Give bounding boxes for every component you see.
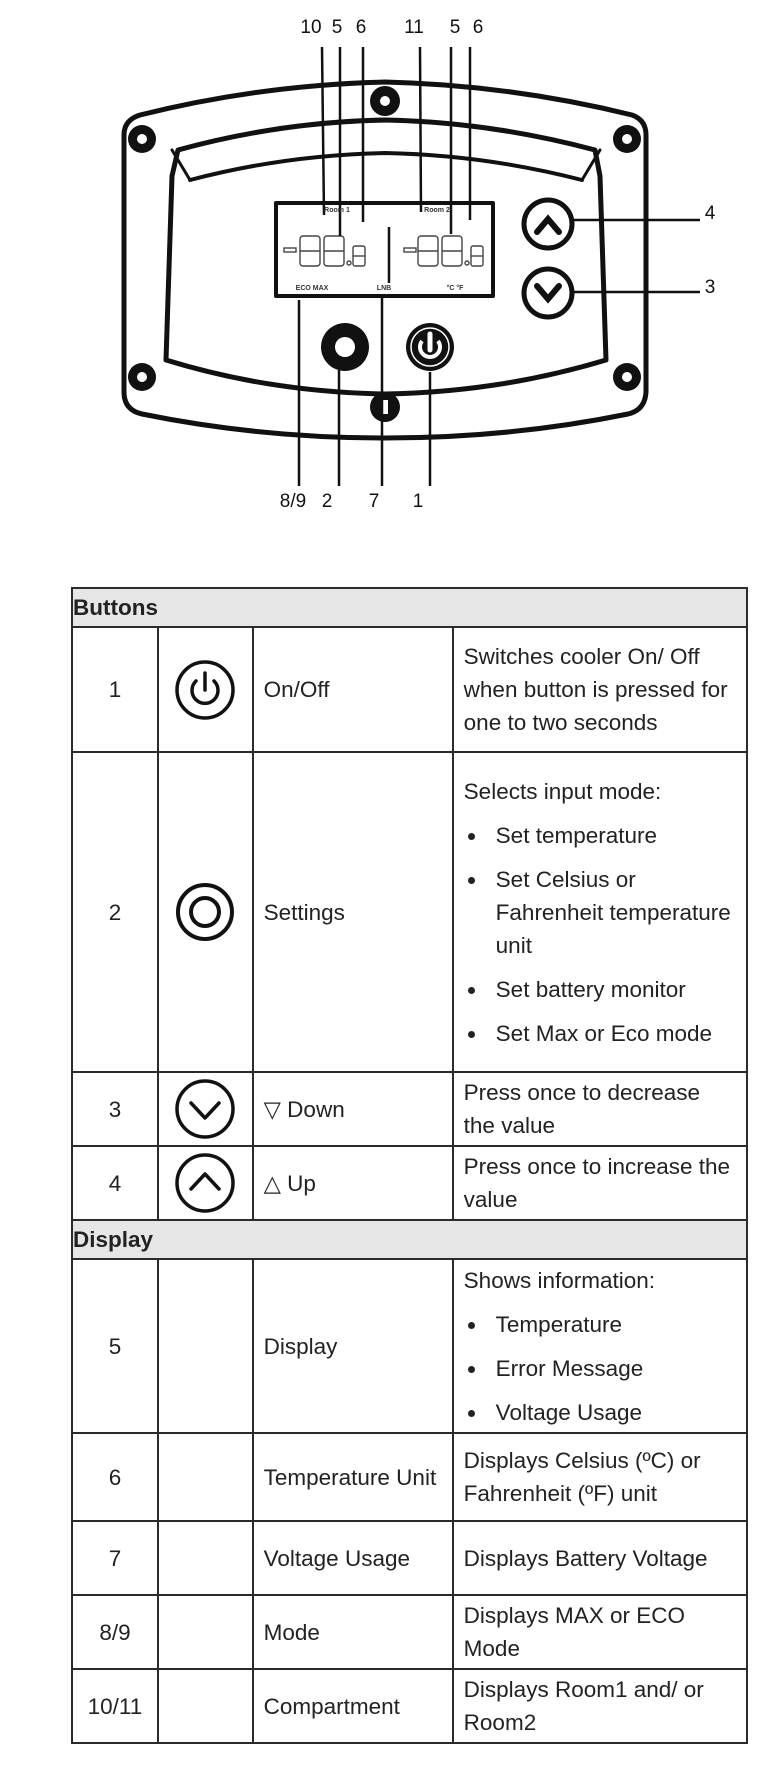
power-icon [158, 627, 253, 752]
table-row [72, 1669, 747, 1743]
description-intro: Shows information: [463, 1267, 656, 1293]
table-row [72, 752, 747, 1072]
callout-10: 10 [300, 17, 322, 38]
control-name: ▽ Down [253, 1072, 453, 1146]
control-description [453, 752, 747, 1072]
section-header-display [72, 1220, 747, 1259]
control-name: Display [253, 1259, 453, 1433]
empty-icon-cell [158, 1521, 253, 1595]
callout-7: 7 [368, 491, 380, 512]
bullet-list [464, 1308, 736, 1429]
section-header-buttons [72, 588, 747, 627]
row-number: 2 [72, 752, 158, 1072]
row-number: 1 [72, 627, 158, 752]
callout-4: 4 [704, 203, 716, 224]
list-item: Set battery monitor [464, 973, 736, 1006]
lcd-unit-indicator: °C °F [446, 285, 464, 292]
row-number: 6 [72, 1433, 158, 1521]
row-number: 5 [72, 1259, 158, 1433]
callout-2: 2 [321, 491, 333, 512]
list-item: Temperature [464, 1308, 736, 1341]
control-panel-drawing [0, 0, 771, 530]
callout-6a: 6 [355, 17, 367, 38]
row-number: 3 [72, 1072, 158, 1146]
list-item: Set temperature [464, 819, 736, 852]
description-intro: Selects input mode: [463, 778, 662, 804]
section-title: Buttons [72, 588, 747, 627]
table-row [72, 1259, 747, 1433]
row-number: 8/9 [72, 1595, 158, 1669]
empty-icon-cell [158, 1433, 253, 1521]
list-item: Set Celsius or Fahrenheit temperature unit [464, 863, 736, 962]
control-name: △ Up [253, 1146, 453, 1220]
control-panel-diagram [0, 0, 771, 530]
control-description [453, 1259, 747, 1433]
list-item: Error Message [464, 1352, 736, 1385]
lcd-mode-labels: ECO MAX [295, 285, 329, 292]
empty-icon-cell [158, 1669, 253, 1743]
table-row [72, 1595, 747, 1669]
callout-5b: 5 [449, 17, 461, 38]
control-description: Switches cooler On/ Off when button is pressed for one to two seconds [453, 627, 747, 752]
settings-ring-icon [158, 752, 253, 1072]
chevron-up-circle-icon [158, 1146, 253, 1220]
control-name: Voltage Usage [253, 1521, 453, 1595]
control-description: Press once to decrease the value [453, 1072, 747, 1146]
table-row [72, 1146, 747, 1220]
callout-5a: 5 [331, 17, 343, 38]
section-title: Display [72, 1220, 747, 1259]
control-name: Settings [253, 752, 453, 1072]
lcd-room1-label: Room 1 [324, 207, 350, 214]
table-row [72, 627, 747, 752]
control-description: Displays MAX or ECO Mode [453, 1595, 747, 1669]
control-name: Compartment [253, 1669, 453, 1743]
control-name: On/Off [253, 627, 453, 752]
control-description: Displays Battery Voltage [453, 1521, 747, 1595]
control-name: Mode [253, 1595, 453, 1669]
table-row [72, 1072, 747, 1146]
row-number: 7 [72, 1521, 158, 1595]
chevron-down-circle-icon [158, 1072, 253, 1146]
empty-icon-cell [158, 1259, 253, 1433]
row-number: 4 [72, 1146, 158, 1220]
table-row [72, 1521, 747, 1595]
list-item: Voltage Usage [464, 1396, 736, 1429]
control-description: Displays Room1 and/ or Room2 [453, 1669, 747, 1743]
lcd-voltage-indicator: LNB [376, 285, 392, 292]
callout-6b: 6 [472, 17, 484, 38]
control-description: Displays Celsius (ºC) or Fahrenheit (ºF) unit [453, 1433, 747, 1521]
lcd-room2-label: Room 2 [424, 207, 450, 214]
list-item: Set Max or Eco mode [464, 1017, 736, 1050]
row-number: 10/11 [72, 1669, 158, 1743]
empty-icon-cell [158, 1595, 253, 1669]
control-description: Press once to increase the value [453, 1146, 747, 1220]
callout-11: 11 [404, 17, 424, 38]
callout-1: 1 [412, 491, 424, 512]
callout-8-9: 8/9 [279, 491, 307, 512]
controls-table [71, 587, 748, 1744]
table-row [72, 1433, 747, 1521]
bullet-list [464, 819, 736, 1050]
control-name: Temperature Unit [253, 1433, 453, 1521]
callout-3: 3 [704, 277, 716, 298]
